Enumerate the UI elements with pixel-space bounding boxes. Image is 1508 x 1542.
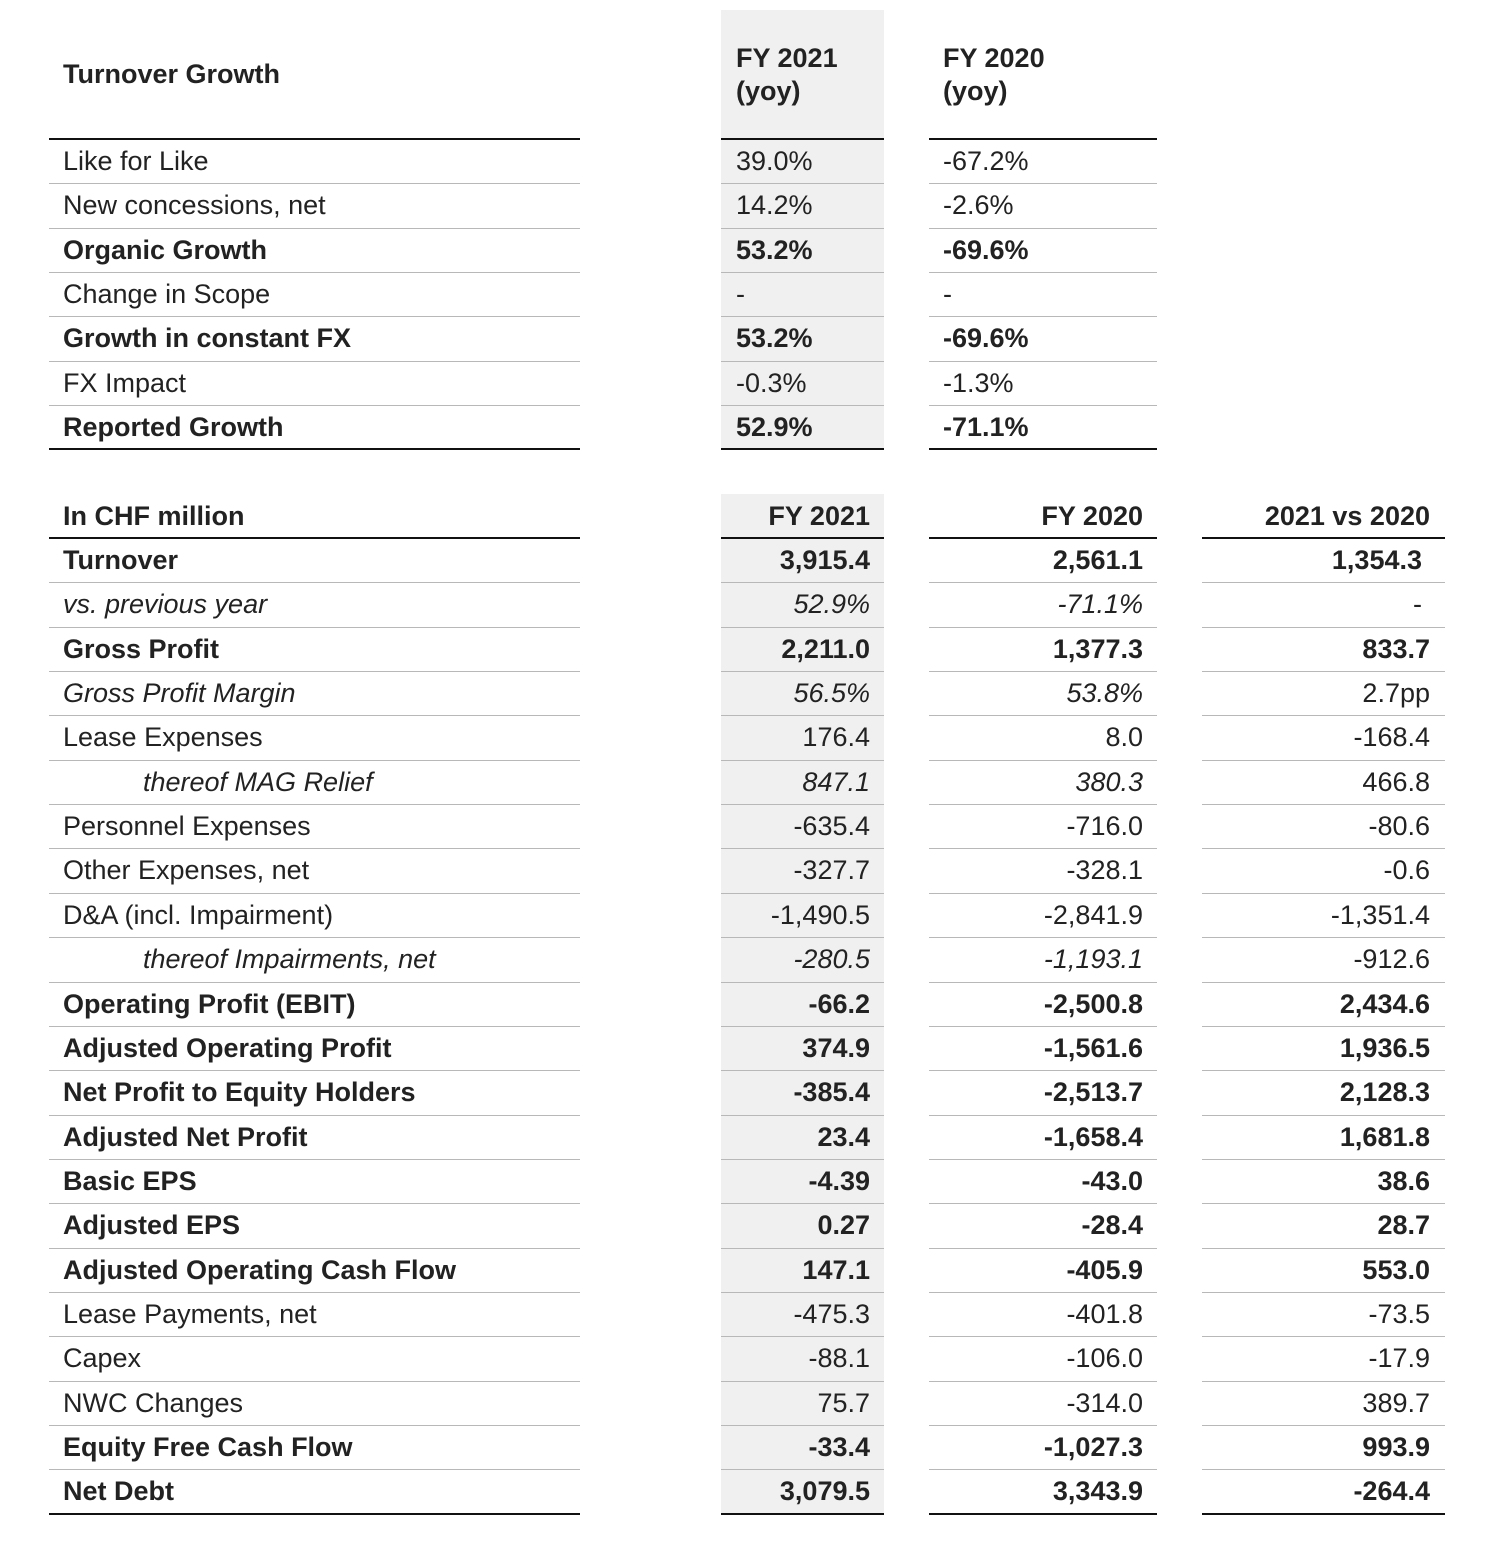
financials-row-label: thereof Impairments, net: [143, 944, 436, 975]
financials-header-diff: 2021 vs 2020: [1264, 501, 1430, 531]
financials-header-label: In CHF million: [63, 501, 245, 531]
financials-row-fy2021: -385.4: [793, 1077, 870, 1108]
financials-row-label: thereof MAG Relief: [143, 766, 373, 797]
financials-row-fy2021: -88.1: [808, 1343, 870, 1374]
growth-row-fy2020: -69.6%: [943, 234, 1029, 265]
growth-row-divider: [49, 448, 580, 450]
financials-row-diff: -80.6: [1368, 811, 1430, 842]
financials-row-label: vs. previous year: [63, 589, 268, 620]
financials-row-fy2021: -33.4: [808, 1432, 870, 1462]
financials-row-fy2021: -327.7: [793, 855, 870, 886]
growth-row-fy2021: 14.2%: [736, 190, 813, 221]
growth-row-fy2020: -67.2%: [943, 146, 1029, 176]
growth-row-fy2021: 52.9%: [736, 411, 813, 442]
financials-row-label: Adjusted EPS: [63, 1210, 241, 1241]
growth-row-fy2021: -: [736, 278, 745, 309]
financials-row-label: Adjusted Operating Profit: [63, 1032, 392, 1063]
growth-row-fy2020: -1.3%: [943, 367, 1014, 398]
financials-row-fy2020: 8.0: [1105, 722, 1143, 753]
growth-row-label: Reported Growth: [63, 411, 284, 442]
financials-row-fy2020: -43.0: [1081, 1165, 1143, 1196]
financials-row-diff: 1,936.5: [1339, 1032, 1430, 1063]
financials-row-fy2020: 53.8%: [1066, 678, 1143, 709]
financials-row-fy2020: -314.0: [1066, 1387, 1143, 1418]
financials-row-label: Lease Payments, net: [63, 1298, 317, 1329]
financials-row-diff: -912.6: [1353, 944, 1430, 975]
financials-row-fy2021: 147.1: [802, 1254, 870, 1285]
financials-row-fy2020: 3,343.9: [1052, 1476, 1143, 1507]
financials-header-fy2020: FY 2020: [1041, 501, 1143, 531]
growth-table-title: Turnover Growth: [63, 59, 281, 89]
financials-row-fy2021: 2,211.0: [781, 633, 870, 664]
growth-header-fy2021: FY 2021 (yoy): [736, 43, 838, 106]
financials-row-label: Gross Profit: [63, 633, 220, 664]
financials-row-fy2020: -405.9: [1066, 1254, 1143, 1285]
financials-row-label: NWC Changes: [63, 1387, 244, 1418]
growth-row-label: Like for Like: [63, 146, 209, 176]
financials-row-fy2020: -1,658.4: [1043, 1121, 1143, 1152]
financials-row-fy2021: 3,079.5: [779, 1476, 870, 1507]
financials-row-fy2020: 1,377.3: [1052, 633, 1143, 664]
financials-row-fy2021: 75.7: [817, 1387, 870, 1418]
financials-row-diff: -0.6: [1383, 855, 1430, 886]
financials-row-fy2020: -1,561.6: [1043, 1032, 1143, 1063]
growth-row-fy2020: -: [943, 278, 952, 309]
financials-row-label: Net Debt: [63, 1476, 175, 1507]
financials-row-diff: 1,681.8: [1339, 1121, 1430, 1152]
financials-row-diff: 2,434.6: [1339, 988, 1430, 1019]
financials-row-label: Lease Expenses: [63, 722, 263, 753]
financials-row-fy2020: 380.3: [1075, 766, 1143, 797]
financials-row-label: Adjusted Operating Cash Flow: [63, 1254, 457, 1285]
financials-row-fy2020: -2,513.7: [1043, 1077, 1143, 1108]
financials-row-diff: -73.5: [1368, 1298, 1430, 1329]
financials-row-diff: 553.0: [1362, 1254, 1430, 1285]
financials-header-fy2021: FY 2021: [768, 501, 870, 531]
growth-row-divider: [929, 272, 1157, 273]
growth-row-fy2020: -69.6%: [943, 323, 1029, 354]
financials-row-fy2020: -106.0: [1066, 1343, 1143, 1374]
growth-row-fy2020: -2.6%: [943, 190, 1014, 221]
financials-row-fy2021: 374.9: [802, 1032, 870, 1063]
financials-row-fy2021: 3,915.4: [779, 545, 870, 575]
growth-row-divider: [721, 448, 884, 450]
financials-row-diff: 833.7: [1362, 633, 1430, 664]
growth-row-label: FX Impact: [63, 367, 187, 398]
financials-row-label: Net Profit to Equity Holders: [63, 1077, 416, 1108]
growth-row-label: Growth in constant FX: [63, 323, 351, 354]
financials-row-diff: -168.4: [1353, 722, 1430, 753]
financials-row-divider: [721, 1513, 884, 1515]
financials-row-label: Turnover: [63, 545, 179, 575]
financials-row-fy2021: -635.4: [793, 811, 870, 842]
financials-row-label: Equity Free Cash Flow: [63, 1432, 353, 1462]
financials-row-fy2021: 0.27: [817, 1210, 870, 1241]
financials-row-fy2020: -328.1: [1066, 855, 1143, 886]
financials-row-fy2021: 23.4: [817, 1121, 870, 1152]
financials-row-fy2021: -475.3: [793, 1298, 870, 1329]
financials-row-fy2020: -716.0: [1066, 811, 1143, 842]
financials-row-fy2020: -71.1%: [1057, 589, 1143, 620]
financials-row-label: Capex: [63, 1343, 142, 1374]
growth-row-label: Organic Growth: [63, 234, 268, 265]
financials-row-fy2021: 176.4: [802, 722, 870, 753]
financials-row-fy2021: -1,490.5: [770, 899, 870, 930]
growth-row-fy2020: -71.1%: [943, 411, 1029, 442]
financials-row-diff: -1,351.4: [1330, 899, 1430, 930]
financials-row-fy2021: -66.2: [808, 988, 870, 1019]
financials-row-fy2021: 56.5%: [793, 678, 870, 709]
financials-row-label: D&A (incl. Impairment): [63, 899, 334, 930]
financials-row-label: Basic EPS: [63, 1165, 197, 1196]
financials-row-fy2021: -280.5: [793, 944, 870, 975]
financials-row-fy2020: -1,193.1: [1043, 944, 1143, 975]
financials-row-diff: 1,354.3: [1331, 545, 1422, 575]
financials-row-fy2020: -2,841.9: [1043, 899, 1143, 930]
financials-row-diff: -264.4: [1353, 1476, 1430, 1507]
financials-row-fy2020: -1,027.3: [1043, 1432, 1143, 1462]
growth-row-fy2021: 53.2%: [736, 234, 813, 265]
growth-row-label: Change in Scope: [63, 278, 271, 309]
financials-row-fy2020: -2,500.8: [1043, 988, 1143, 1019]
financials-row-label: Adjusted Net Profit: [63, 1121, 308, 1152]
financials-row-divider: [1202, 582, 1445, 583]
financials-row-diff: 28.7: [1377, 1210, 1430, 1241]
financials-row-label: Operating Profit (EBIT): [63, 988, 356, 1019]
financials-row-divider: [929, 1513, 1157, 1515]
growth-row-divider: [721, 272, 884, 273]
financials-row-diff: 2,128.3: [1339, 1077, 1430, 1108]
financials-row-diff: 2.7pp: [1362, 678, 1430, 709]
financials-row-diff: 466.8: [1362, 766, 1430, 797]
growth-header-fy2020: FY 2020 (yoy): [943, 43, 1045, 106]
financials-row-label: Personnel Expenses: [63, 811, 311, 842]
financials-row-diff: 389.7: [1362, 1387, 1430, 1418]
financials-row-diff: -17.9: [1368, 1343, 1430, 1374]
financials-row-fy2021: 847.1: [802, 766, 870, 797]
financials-row-fy2021: 52.9%: [793, 589, 870, 620]
financials-row-divider: [1202, 1513, 1445, 1515]
growth-row-fy2021: -0.3%: [736, 367, 807, 398]
financials-row-diff: 38.6: [1377, 1165, 1430, 1196]
financials-row-divider: [49, 1513, 580, 1515]
financials-row-fy2020: -401.8: [1066, 1298, 1143, 1329]
financials-row-diff: -: [1413, 589, 1422, 620]
financials-row-fy2021: -4.39: [808, 1165, 870, 1196]
financials-row-fy2020: 2,561.1: [1052, 545, 1143, 575]
growth-row-fy2021: 39.0%: [736, 146, 813, 176]
growth-row-label: New concessions, net: [63, 190, 326, 221]
financials-row-label: Gross Profit Margin: [63, 678, 296, 709]
financials-row-diff: 993.9: [1362, 1432, 1430, 1462]
growth-row-divider: [929, 448, 1157, 450]
financials-row-fy2020: -28.4: [1081, 1210, 1143, 1241]
financials-row-label: Other Expenses, net: [63, 855, 310, 886]
growth-row-fy2021: 53.2%: [736, 323, 813, 354]
